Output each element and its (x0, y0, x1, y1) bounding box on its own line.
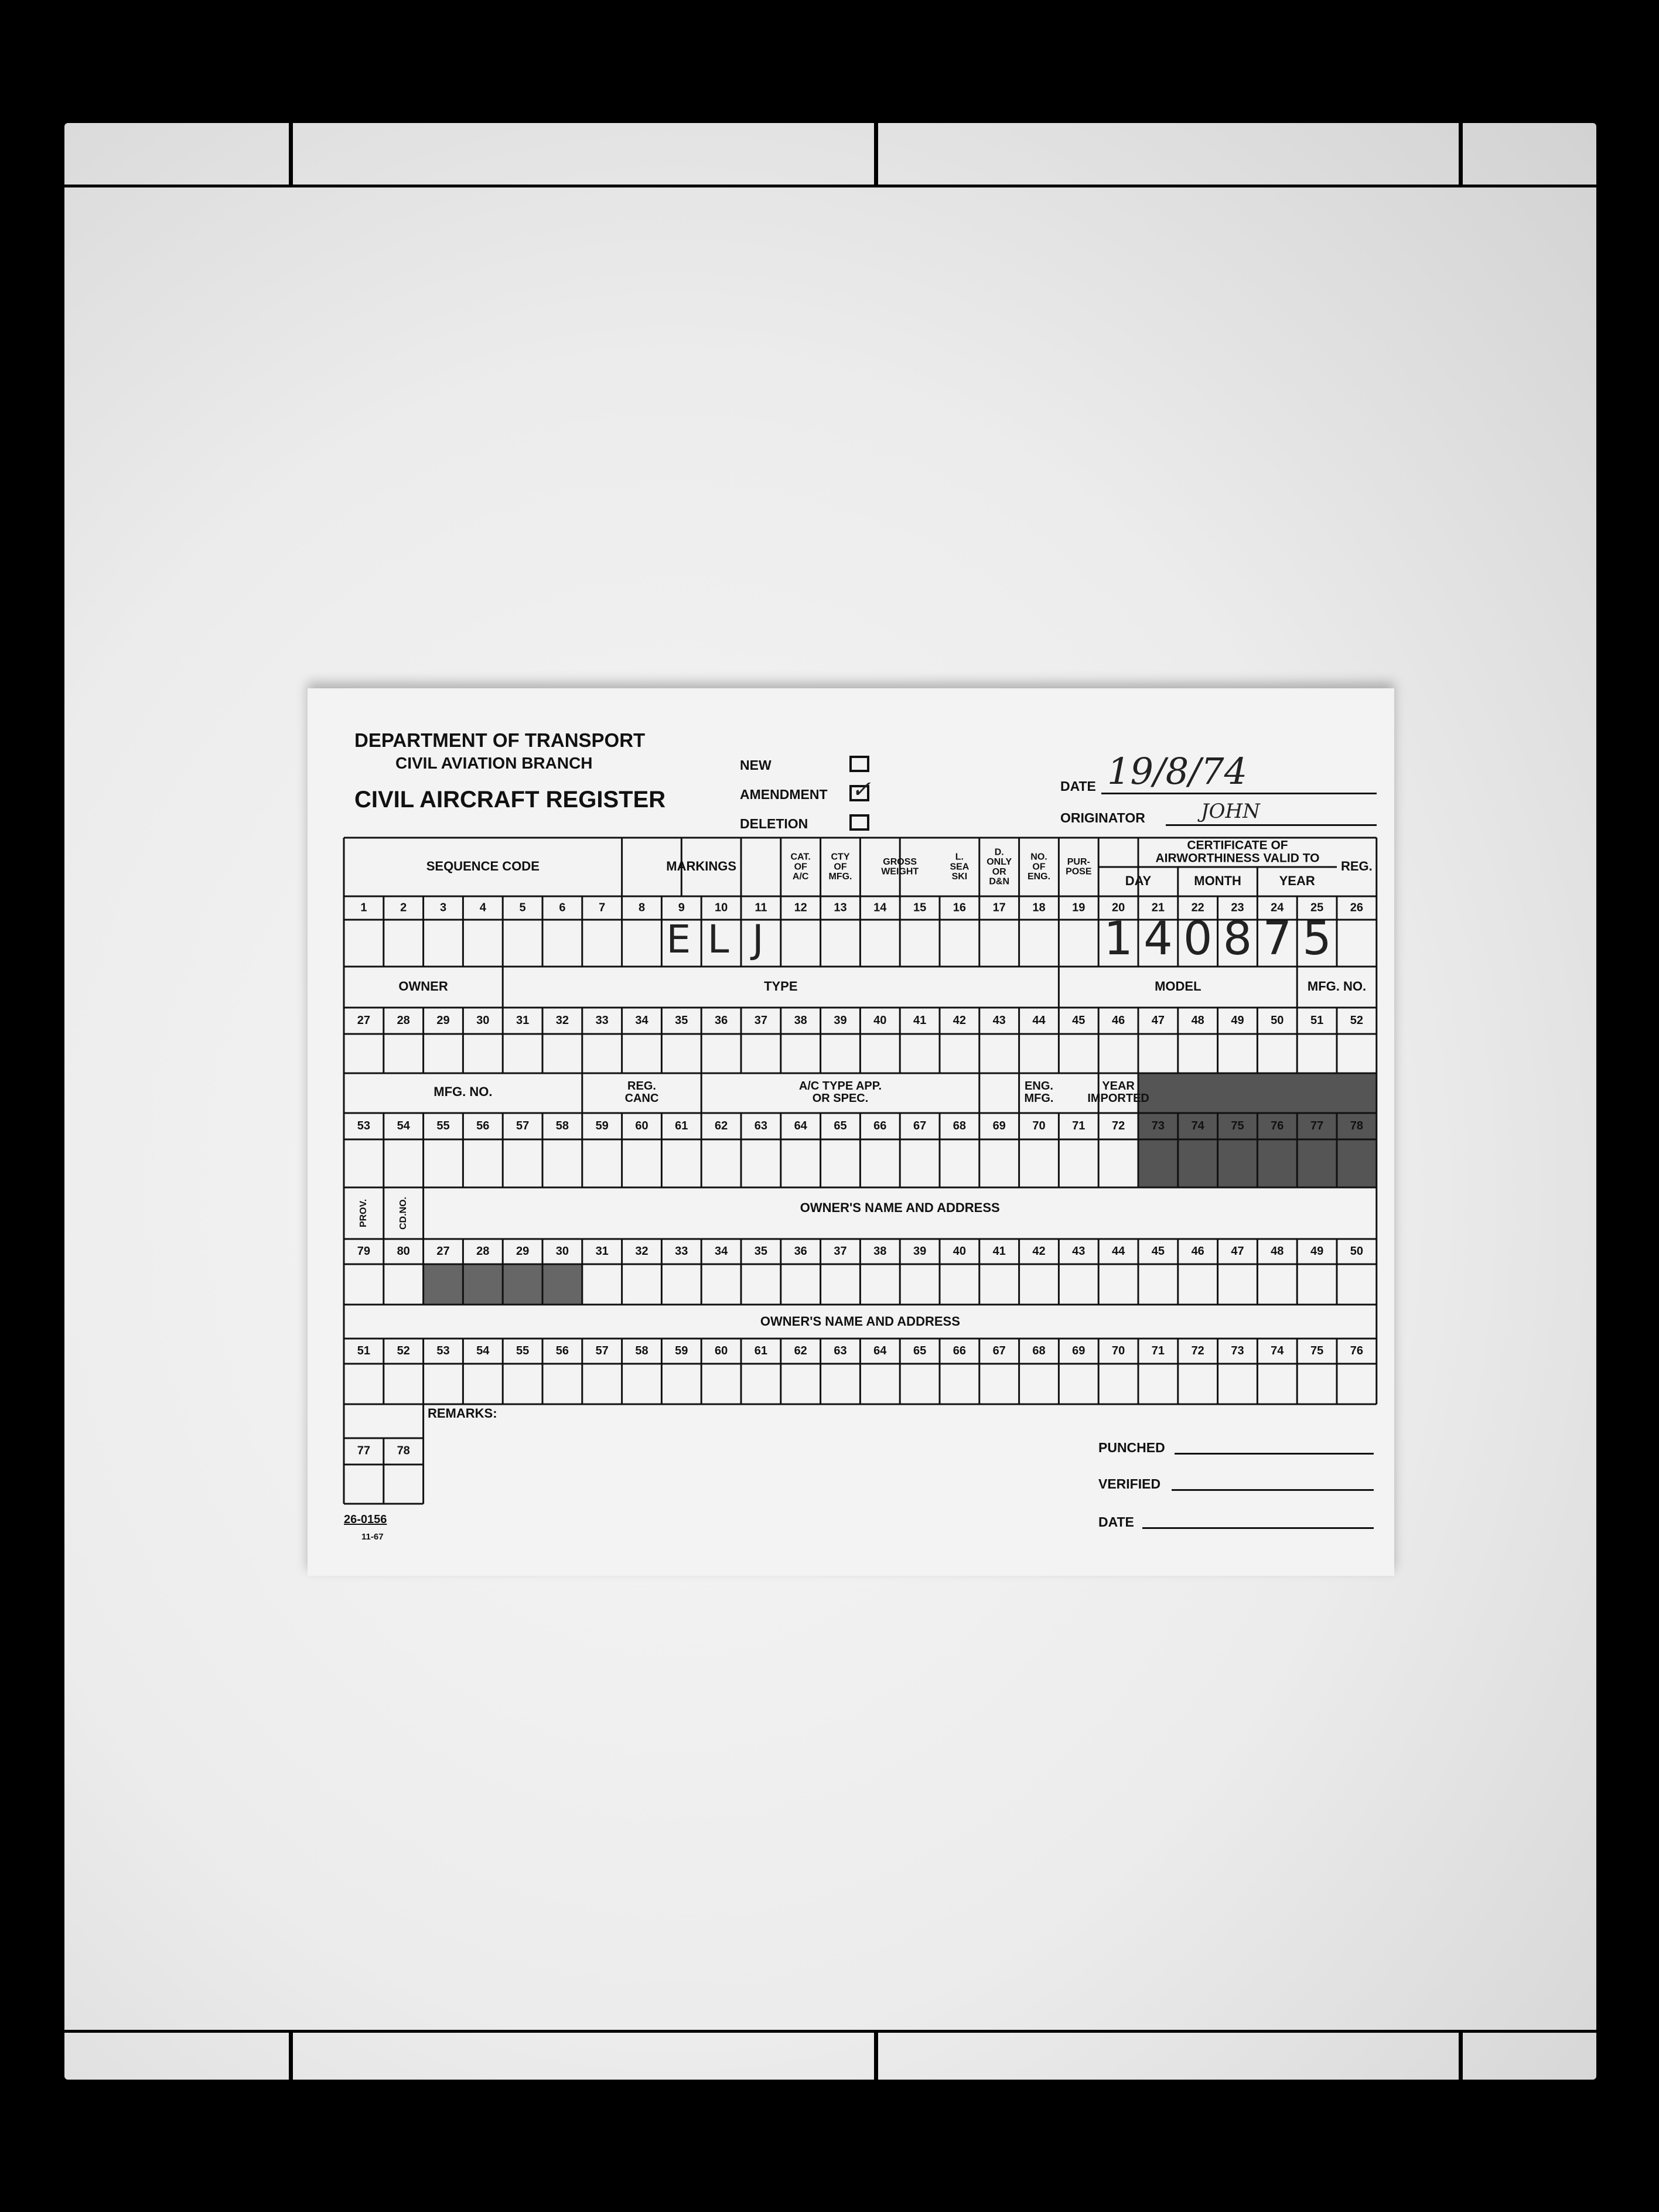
column-number: 66 (873, 1119, 887, 1132)
column-number: 77 (1310, 1119, 1324, 1132)
column-number: 67 (992, 1344, 1006, 1357)
top-frame-bar (64, 123, 1596, 187)
sea-ski-header: SEA (950, 862, 970, 872)
cat-header: A/C (792, 872, 809, 882)
originator-label: ORIGINATOR (1060, 810, 1145, 825)
column-number: 60 (714, 1344, 728, 1357)
column-number: 48 (1271, 1244, 1284, 1258)
cert-entry[interactable]: 5 (1302, 913, 1332, 965)
column-number: 42 (1032, 1244, 1046, 1258)
column-number: 6 (559, 901, 566, 914)
verified-line[interactable] (1172, 1489, 1374, 1491)
column-number: 11 (755, 901, 767, 914)
column-number: 65 (834, 1119, 847, 1132)
column-number: 78 (1350, 1119, 1364, 1132)
column-number: 69 (1072, 1344, 1085, 1357)
column-number: 60 (635, 1119, 648, 1132)
column-number: 31 (595, 1244, 609, 1258)
column-number: 30 (476, 1013, 490, 1027)
form-number: 26-0156 (344, 1513, 387, 1526)
frame-divider (1459, 2030, 1463, 2080)
column-number: 76 (1350, 1344, 1364, 1357)
purpose-header: POSE (1066, 866, 1092, 877)
column-number: 23 (1231, 901, 1244, 914)
markings-entry[interactable]: E (666, 917, 691, 962)
column-number: 76 (1271, 1119, 1284, 1132)
column-number: 45 (1151, 1244, 1165, 1258)
column-number: 51 (357, 1344, 371, 1357)
column-number: 45 (1072, 1013, 1085, 1027)
year-header: YEAR (1279, 873, 1315, 888)
column-number: 75 (1231, 1119, 1244, 1132)
column-number: 29 (516, 1244, 530, 1258)
column-number: 46 (1191, 1244, 1204, 1258)
column-number: 5 (519, 901, 526, 914)
reg-canc-header: CANC (624, 1091, 659, 1105)
date-value[interactable]: 19/8/74 (1107, 750, 1248, 793)
column-number: 24 (1271, 901, 1284, 914)
column-number: 40 (953, 1244, 967, 1258)
owners-name-header: OWNER'S NAME AND ADDRESS (800, 1200, 1000, 1215)
ac-type-header: OR SPEC. (812, 1091, 869, 1105)
column-number: 74 (1271, 1344, 1284, 1357)
column-number: 47 (1151, 1013, 1165, 1027)
date-label: DATE (1060, 779, 1096, 794)
sea-ski-header: L. (955, 852, 964, 862)
column-number: 51 (1310, 1013, 1324, 1027)
frame-divider (874, 123, 878, 185)
column-number: 29 (436, 1013, 450, 1027)
seq-code-header: SEQUENCE CODE (426, 858, 540, 873)
column-number: 20 (1111, 901, 1125, 914)
column-number: 48 (1191, 1013, 1204, 1027)
column-number: 65 (913, 1344, 927, 1357)
column-number: 27 (357, 1013, 371, 1027)
owners-name-header: OWNER'S NAME AND ADDRESS (760, 1313, 960, 1329)
column-number: 73 (1231, 1344, 1244, 1357)
sea-ski-header: SKI (951, 872, 968, 882)
frame-divider (874, 2030, 878, 2080)
markings-entry[interactable]: L (707, 917, 729, 962)
column-number: 3 (439, 901, 447, 914)
date2-line[interactable] (1142, 1527, 1374, 1529)
column-number: 25 (1310, 901, 1324, 914)
column-number: 61 (675, 1119, 688, 1132)
column-number: 12 (794, 901, 807, 914)
column-number: 70 (1032, 1119, 1046, 1132)
column-number: 47 (1231, 1244, 1244, 1258)
column-number: 79 (357, 1244, 371, 1258)
column-number: 21 (1151, 901, 1165, 914)
column-number: 54 (397, 1119, 410, 1132)
column-number: 34 (714, 1244, 728, 1258)
form-edition: 11-67 (361, 1532, 384, 1542)
column-number: 10 (714, 901, 728, 914)
column-number: 57 (595, 1344, 609, 1357)
column-number: 15 (913, 901, 927, 914)
cty-header: MFG. (828, 872, 852, 882)
column-number: 43 (992, 1013, 1006, 1027)
column-number: 39 (913, 1244, 927, 1258)
column-number: 17 (992, 901, 1006, 914)
column-number: 75 (1310, 1344, 1324, 1357)
gross-weight-header: GROSS (883, 856, 917, 867)
gross-weight-header: WEIGHT (881, 866, 919, 877)
column-number: 35 (675, 1013, 688, 1027)
column-number: 72 (1191, 1344, 1204, 1357)
column-number: 68 (953, 1119, 967, 1132)
column-number: 63 (834, 1344, 847, 1357)
cert-entry[interactable]: 1 (1104, 913, 1133, 965)
day-header: DAY (1125, 873, 1152, 888)
d-only-header: D. (994, 847, 1004, 858)
column-number: 64 (873, 1344, 887, 1357)
branch-title: CIVIL AVIATION BRANCH (395, 754, 593, 772)
column-number: 13 (834, 901, 847, 914)
purpose-header: PUR- (1067, 856, 1090, 867)
column-number: 50 (1271, 1013, 1284, 1027)
column-number: 43 (1072, 1244, 1085, 1258)
no-eng-header: OF (1032, 862, 1046, 872)
month-header: MONTH (1194, 873, 1241, 888)
column-number: 44 (1032, 1013, 1046, 1027)
column-number: 26 (1350, 901, 1364, 914)
column-number: 58 (635, 1344, 648, 1357)
year-imported-header: YEAR (1102, 1079, 1135, 1093)
reg-header: REG. (1341, 858, 1373, 873)
cty-header: OF (834, 862, 847, 872)
column-number: 54 (476, 1344, 490, 1357)
form-title: CIVIL AIRCRAFT REGISTER (354, 787, 666, 813)
ac-type-header: A/C TYPE APP. (798, 1079, 882, 1093)
column-number: 31 (516, 1013, 530, 1027)
column-number: 71 (1151, 1344, 1165, 1357)
column-number: 59 (595, 1119, 609, 1132)
cert-header: AIRWORTHINESS VALID TO (1155, 851, 1320, 865)
amendment-check-mark: ✓ (851, 776, 871, 803)
column-number: 55 (436, 1119, 450, 1132)
reg-canc-header: REG. (627, 1079, 656, 1093)
column-number: 38 (873, 1244, 887, 1258)
column-number: 62 (794, 1344, 807, 1357)
d-only-header: OR (992, 866, 1006, 877)
cd-no-header: CD.NO. (398, 1197, 408, 1230)
column-number: 42 (953, 1013, 967, 1027)
markings-entry[interactable]: J (752, 917, 764, 962)
column-number: 41 (992, 1244, 1006, 1258)
column-number: 33 (595, 1013, 609, 1027)
column-number: 52 (1350, 1013, 1364, 1027)
cat-header: CAT. (790, 852, 811, 862)
d-only-header: ONLY (986, 857, 1012, 868)
deletion-label: DELETION (740, 816, 808, 831)
column-number: 9 (678, 901, 685, 914)
remarks-label: REMARKS: (428, 1406, 497, 1421)
column-number: 50 (1350, 1244, 1364, 1258)
cert-entry[interactable]: 7 (1262, 913, 1292, 965)
column-number: 77 (357, 1444, 371, 1457)
cty-header: CTY (831, 852, 850, 862)
column-number: 36 (794, 1244, 807, 1258)
column-number: 78 (397, 1444, 410, 1457)
cert-entry[interactable]: 4 (1143, 913, 1173, 965)
mfg-no-header: MFG. NO. (433, 1084, 493, 1099)
frame-divider (289, 123, 293, 185)
mfg-no-header: MFG. NO. (1307, 978, 1367, 994)
column-number: 44 (1111, 1244, 1125, 1258)
column-number: 66 (953, 1344, 967, 1357)
verified-label: VERIFIED (1098, 1476, 1161, 1491)
amendment-label: AMENDMENT (740, 787, 828, 802)
column-number: 62 (714, 1119, 728, 1132)
column-number: 40 (873, 1013, 887, 1027)
date2-label: DATE (1098, 1514, 1134, 1530)
column-number: 80 (397, 1244, 410, 1258)
column-number: 34 (635, 1013, 648, 1027)
form-grid (308, 688, 1394, 1576)
d-only-header: D&N (989, 876, 1010, 887)
cert-entry[interactable]: 8 (1223, 913, 1252, 965)
no-eng-header: ENG. (1027, 872, 1051, 882)
column-number: 70 (1111, 1344, 1125, 1357)
cert-header: CERTIFICATE OF (1187, 838, 1288, 852)
column-number: 32 (635, 1244, 648, 1258)
type-header: TYPE (764, 978, 798, 994)
column-number: 14 (873, 901, 887, 914)
column-number: 22 (1191, 901, 1204, 914)
column-number: 37 (834, 1244, 847, 1258)
column-number: 32 (555, 1013, 569, 1027)
column-number: 27 (436, 1244, 450, 1258)
cat-header: OF (794, 862, 807, 872)
column-number: 53 (357, 1119, 371, 1132)
bottom-frame-bar (64, 2030, 1596, 2083)
column-number: 19 (1072, 901, 1085, 914)
punched-line[interactable] (1175, 1453, 1374, 1455)
column-number: 52 (397, 1344, 410, 1357)
column-number: 4 (479, 901, 486, 914)
dept-title: DEPARTMENT OF TRANSPORT (354, 729, 646, 751)
cert-entry[interactable]: 0 (1183, 913, 1213, 965)
register-form-card (308, 688, 1394, 1576)
column-number: 53 (436, 1344, 450, 1357)
column-number: 73 (1151, 1119, 1165, 1132)
frame-divider (1459, 123, 1463, 185)
column-number: 49 (1231, 1013, 1244, 1027)
column-number: 69 (992, 1119, 1006, 1132)
column-number: 18 (1032, 901, 1046, 914)
column-number: 37 (754, 1013, 768, 1027)
column-number: 38 (794, 1013, 807, 1027)
column-number: 74 (1191, 1119, 1204, 1132)
column-number: 64 (794, 1119, 807, 1132)
column-number: 71 (1072, 1119, 1085, 1132)
column-number: 56 (555, 1344, 569, 1357)
column-number: 30 (555, 1244, 569, 1258)
column-number: 7 (599, 901, 606, 914)
frame-divider (289, 2030, 293, 2080)
column-number: 41 (913, 1013, 927, 1027)
column-number: 16 (953, 901, 967, 914)
punched-label: PUNCHED (1098, 1440, 1165, 1455)
eng-mfg-header: ENG. (1025, 1079, 1053, 1093)
no-eng-header: NO. (1030, 852, 1047, 862)
column-number: 49 (1310, 1244, 1324, 1258)
column-number: 57 (516, 1119, 530, 1132)
column-number: 2 (400, 901, 407, 914)
originator-value[interactable]: JOHN (1201, 800, 1260, 823)
column-number: 72 (1111, 1119, 1125, 1132)
prov-header: PROV. (359, 1199, 369, 1228)
column-number: 58 (555, 1119, 569, 1132)
column-number: 8 (638, 901, 646, 914)
column-number: 46 (1111, 1013, 1125, 1027)
owner-header: OWNER (398, 978, 448, 994)
year-imported-header: IMPORTED (1087, 1091, 1149, 1105)
column-number: 28 (397, 1013, 410, 1027)
column-number: 63 (754, 1119, 768, 1132)
column-number: 33 (675, 1244, 688, 1258)
column-number: 36 (714, 1013, 728, 1027)
model-header: MODEL (1155, 978, 1201, 994)
markings-header: MARKINGS (666, 858, 737, 873)
column-number: 35 (754, 1244, 768, 1258)
column-number: 67 (913, 1119, 927, 1132)
column-number: 56 (476, 1119, 490, 1132)
new-label: NEW (740, 757, 772, 773)
column-number: 55 (516, 1344, 530, 1357)
column-number: 1 (360, 901, 367, 914)
eng-mfg-header: MFG. (1024, 1091, 1054, 1105)
column-number: 61 (754, 1344, 768, 1357)
column-number: 59 (675, 1344, 688, 1357)
column-number: 28 (476, 1244, 490, 1258)
column-number: 68 (1032, 1344, 1046, 1357)
column-number: 39 (834, 1013, 847, 1027)
